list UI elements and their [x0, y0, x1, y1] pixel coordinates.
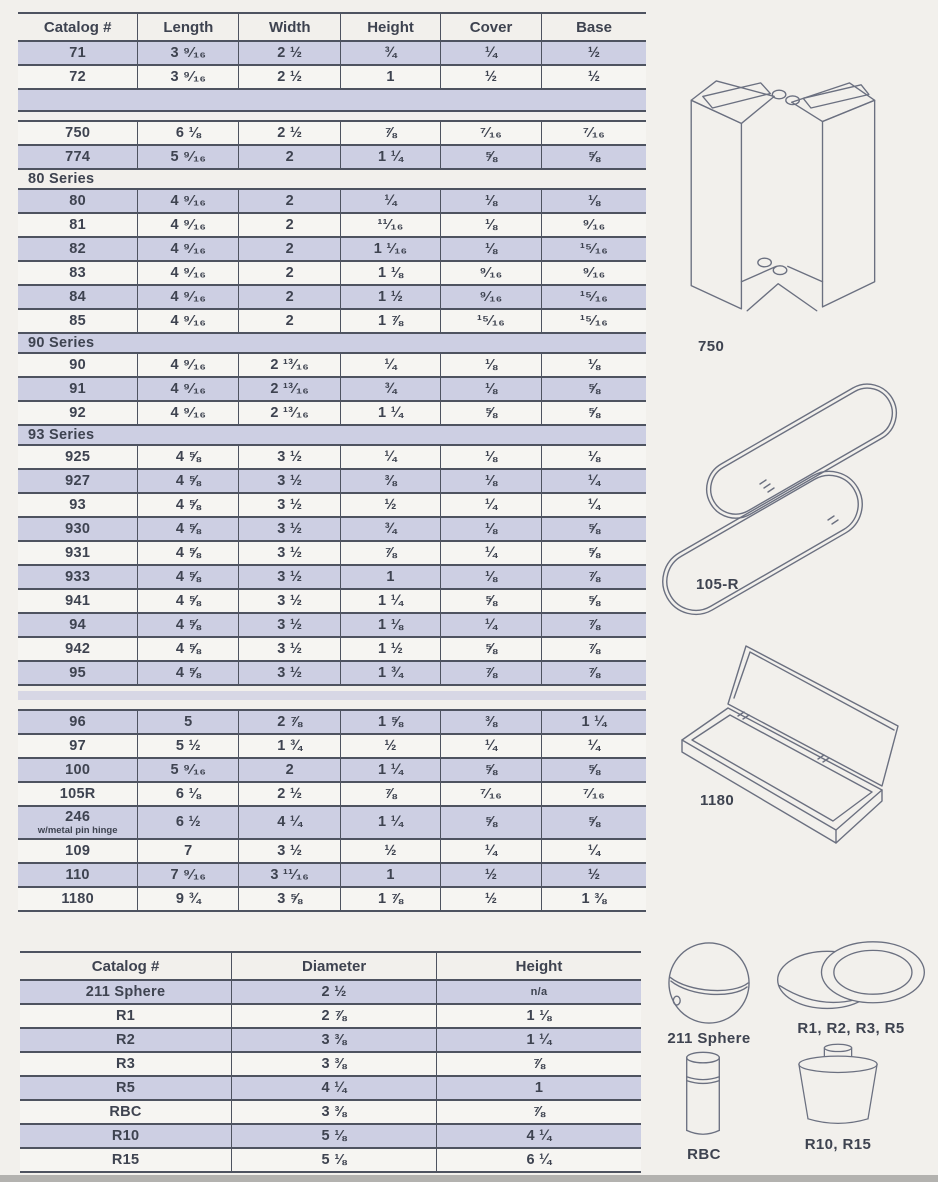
value-cell: ⅛	[440, 354, 541, 376]
value-cell: ¼	[541, 470, 646, 492]
value-cell: 1 ¼	[436, 1029, 641, 1051]
value-cell: 2	[238, 310, 340, 332]
value-cell: ⅛	[440, 214, 541, 236]
value-cell: ⅝	[541, 759, 646, 781]
value-cell: 4 ⅝	[137, 662, 238, 684]
value-cell: 3 ½	[238, 470, 340, 492]
series-section-row	[18, 170, 646, 190]
value-cell: ⅝	[541, 807, 646, 838]
table-row	[20, 1149, 641, 1173]
value-cell: 3 ½	[238, 494, 340, 516]
value-cell: 1 ¼	[340, 590, 440, 612]
catalog-cell: 109	[65, 842, 91, 859]
value-cell: 2	[238, 190, 340, 212]
figure-r10-r15	[788, 1042, 888, 1153]
value-cell: ½	[541, 42, 646, 64]
catalog-cell: 84	[69, 288, 87, 305]
value-cell: ⅛	[541, 190, 646, 212]
value-cell: ⅜	[340, 470, 440, 492]
round-case-drawing	[770, 938, 932, 1018]
catalog-cell: 100	[65, 761, 91, 778]
value-cell: 2 ⅞	[231, 1005, 436, 1027]
table-row	[18, 542, 646, 566]
value-cell: 9 ¾	[137, 888, 238, 910]
value-cell: ⅛	[440, 378, 541, 400]
value-cell: 2 ¹³⁄₁₆	[238, 402, 340, 424]
value-cell: 4 ⅝	[137, 446, 238, 468]
figure-1180-label: 1180	[700, 792, 735, 809]
value-cell: ¼	[440, 614, 541, 636]
value-cell: 2	[238, 214, 340, 236]
catalog-cell: 246 w/metal pin hinge	[37, 809, 118, 836]
catalog-cell: 85	[69, 312, 87, 329]
table-row	[18, 262, 646, 286]
value-cell: 3 ¹¹⁄₁₆	[238, 864, 340, 886]
value-cell: 1 ¼	[340, 146, 440, 168]
value-cell: 1	[340, 66, 440, 88]
value-cell: 1	[340, 864, 440, 886]
main-table-rows	[18, 42, 646, 912]
value-cell: 4 ⅝	[137, 590, 238, 612]
value-cell: ⁹⁄₁₆	[440, 262, 541, 284]
main-table-header	[18, 14, 646, 42]
value-cell: 5 ⅛	[231, 1125, 436, 1147]
catalog-cell: 93	[69, 496, 87, 513]
catalog-cell: 110	[65, 866, 90, 883]
canister-drawing	[788, 1042, 888, 1132]
table-row	[18, 566, 646, 590]
table-row	[18, 286, 646, 310]
value-cell: ⅛	[440, 446, 541, 468]
value-cell: 3 ½	[238, 566, 340, 588]
value-cell: ¼	[541, 494, 646, 516]
value-cell: ⅝	[440, 638, 541, 660]
value-cell: 3 ⅜	[231, 1029, 436, 1051]
table-row	[20, 1029, 641, 1053]
value-cell: 4 ⁹⁄₁₆	[137, 402, 238, 424]
value-cell: 6 ½	[137, 807, 238, 838]
table-row	[18, 518, 646, 542]
catalog-cell: 92	[69, 404, 87, 421]
series-section-row	[18, 334, 646, 354]
value-cell: ⅝	[541, 378, 646, 400]
catalog-cell: 95	[69, 664, 87, 681]
value-cell: 4 ⁹⁄₁₆	[137, 262, 238, 284]
value-cell: 2 ¹³⁄₁₆	[238, 354, 340, 376]
value-cell: 2 ½	[238, 66, 340, 88]
table-row	[18, 146, 646, 170]
value-cell: 3 ½	[238, 638, 340, 660]
value-cell: ¾	[340, 378, 440, 400]
case-750-drawing	[676, 52, 886, 332]
column-header: Catalog #	[43, 18, 112, 36]
column-header: Height	[340, 14, 440, 40]
value-cell: 2 ⅞	[238, 711, 340, 733]
value-cell: 7	[137, 840, 238, 862]
value-cell: 6 ¼	[436, 1149, 641, 1171]
value-cell: 4 ⁹⁄₁₆	[137, 238, 238, 260]
value-cell: ¹⁵⁄₁₆	[541, 238, 646, 260]
value-cell: ⅝	[440, 807, 541, 838]
table-row	[18, 470, 646, 494]
catalog-cell: 105R	[59, 785, 96, 802]
value-cell: ⅛	[440, 566, 541, 588]
value-cell: 1 ¼	[340, 402, 440, 424]
catalog-cell: 925	[65, 448, 91, 465]
value-cell: 2 ½	[238, 42, 340, 64]
table-row	[18, 494, 646, 518]
value-cell: 2	[238, 238, 340, 260]
catalog-cell: 750	[65, 124, 91, 141]
value-cell: n/a	[436, 981, 641, 1003]
value-cell: 3 ½	[238, 518, 340, 540]
catalog-cell: 82	[69, 240, 87, 257]
value-cell: ¼	[440, 840, 541, 862]
table-row	[20, 981, 641, 1005]
value-cell: 2 ½	[231, 981, 436, 1003]
value-cell: ⅛	[541, 354, 646, 376]
value-cell: 5 ½	[137, 735, 238, 757]
table-row	[18, 614, 646, 638]
value-cell: ½	[340, 494, 440, 516]
value-cell: ½	[340, 840, 440, 862]
figure-rbc-label: RBC	[687, 1146, 721, 1163]
value-cell: 1 ½	[340, 286, 440, 308]
catalog-cell: R1	[115, 1007, 136, 1024]
value-cell: ⁷⁄₁₆	[440, 122, 541, 144]
table-row	[20, 1077, 641, 1101]
value-cell: 1 ¹⁄₁₆	[340, 238, 440, 260]
value-cell: ⁷⁄₁₆	[541, 783, 646, 805]
value-cell: ⅛	[440, 190, 541, 212]
value-cell: 3 ⁹⁄₁₆	[137, 42, 238, 64]
value-cell: 1 ¼	[340, 759, 440, 781]
catalog-cell: 942	[65, 640, 91, 657]
value-cell: ½	[440, 864, 541, 886]
value-cell: 4 ⁹⁄₁₆	[137, 286, 238, 308]
value-cell: ⅝	[541, 518, 646, 540]
value-cell: 4 ¼	[436, 1125, 641, 1147]
catalog-cell: 931	[65, 544, 91, 561]
value-cell: ¼	[541, 840, 646, 862]
value-cell: ⅞	[541, 614, 646, 636]
value-cell: ¼	[440, 42, 541, 64]
value-cell: 1 ⅞	[340, 310, 440, 332]
spacer-band-strip	[18, 691, 646, 700]
value-cell: ½	[440, 66, 541, 88]
round-table-header	[20, 953, 641, 981]
value-cell: 4 ⅝	[137, 470, 238, 492]
value-cell: ¼	[541, 735, 646, 757]
value-cell: 4 ⅝	[137, 638, 238, 660]
value-cell: ¼	[440, 735, 541, 757]
catalog-cell: 72	[69, 68, 87, 85]
value-cell: 3 ⅜	[231, 1053, 436, 1075]
value-cell: ⁷⁄₁₆	[440, 783, 541, 805]
catalog-cell: 94	[69, 616, 87, 633]
table-row	[18, 446, 646, 470]
value-cell: ¼	[440, 494, 541, 516]
catalog-cell: 930	[65, 520, 91, 537]
value-cell: 3 ½	[238, 614, 340, 636]
value-cell: ⅝	[440, 759, 541, 781]
value-cell: ⅝	[541, 146, 646, 168]
table-row	[18, 238, 646, 262]
value-cell: 1 ¼	[541, 711, 646, 733]
figure-1180	[672, 640, 912, 875]
spacer-band	[18, 90, 646, 112]
value-cell: 3 ⅜	[231, 1101, 436, 1123]
value-cell: 4 ⁹⁄₁₆	[137, 190, 238, 212]
value-cell: ⅛	[440, 518, 541, 540]
value-cell: 1 ¾	[340, 662, 440, 684]
spacer-band	[18, 691, 646, 711]
round-cases-table	[20, 951, 641, 1173]
catalog-cell: R5	[115, 1079, 136, 1096]
table-row	[20, 1101, 641, 1125]
catalog-cell: R15	[111, 1151, 140, 1168]
table-row	[20, 1005, 641, 1029]
value-cell: 1 ⅜	[541, 888, 646, 910]
catalog-cell: 80	[69, 192, 87, 209]
value-cell: ¹¹⁄₁₆	[340, 214, 440, 236]
value-cell: 5 ⁹⁄₁₆	[137, 759, 238, 781]
value-cell: ⅛	[440, 238, 541, 260]
series-label: 80 Series	[28, 171, 95, 187]
value-cell: 4 ⅝	[137, 494, 238, 516]
series-label: 90 Series	[28, 335, 95, 351]
value-cell: ⅛	[440, 470, 541, 492]
catalog-cell: 96	[69, 713, 87, 730]
catalog-cell: 933	[65, 568, 91, 585]
value-cell: ⅝	[440, 146, 541, 168]
table-row	[18, 807, 646, 840]
value-cell: ¼	[340, 190, 440, 212]
table-row	[18, 711, 646, 735]
value-cell: 3 ⅝	[238, 888, 340, 910]
value-cell: ⅞	[541, 566, 646, 588]
table-row	[18, 214, 646, 238]
figure-r-group-label: R1, R2, R3, R5	[797, 1020, 905, 1037]
column-header: Base	[541, 14, 646, 40]
catalog-cell: 71	[69, 44, 87, 61]
catalog-cell: R2	[115, 1031, 136, 1048]
value-cell: ⁹⁄₁₆	[440, 286, 541, 308]
catalog-cell: 1180	[61, 890, 94, 907]
value-cell: 1 ⅛	[436, 1005, 641, 1027]
sphere-drawing	[650, 942, 768, 1026]
table-row	[18, 783, 646, 807]
value-cell: 2 ¹³⁄₁₆	[238, 378, 340, 400]
value-cell: ⅞	[541, 662, 646, 684]
catalog-cell: 211 Sphere	[85, 983, 166, 1000]
value-cell: 3 ½	[238, 590, 340, 612]
figure-750-label: 750	[698, 338, 725, 355]
table-row	[18, 840, 646, 864]
value-cell: 2 ½	[238, 783, 340, 805]
column-header: Catalog #	[91, 957, 160, 975]
value-cell: ⅜	[440, 711, 541, 733]
value-cell: ¹⁵⁄₁₆	[440, 310, 541, 332]
value-cell: ¾	[340, 518, 440, 540]
table-row	[18, 402, 646, 426]
column-header: Cover	[440, 14, 541, 40]
case-1180-drawing	[672, 640, 912, 875]
value-cell: 2	[238, 759, 340, 781]
table-row	[18, 378, 646, 402]
table-row	[18, 735, 646, 759]
value-cell: ½	[440, 888, 541, 910]
figure-105r-label: 105-R	[696, 576, 739, 593]
round-table-rows	[20, 981, 641, 1173]
value-cell: ½	[541, 864, 646, 886]
value-cell: ⁹⁄₁₆	[541, 214, 646, 236]
series-label: 93 Series	[28, 427, 95, 443]
figure-750	[676, 52, 886, 355]
table-row	[18, 42, 646, 66]
value-cell: ½	[541, 66, 646, 88]
value-cell: 4 ⁹⁄₁₆	[137, 310, 238, 332]
catalog-cell: 927	[65, 472, 91, 489]
value-cell: ⅞	[340, 542, 440, 564]
table-row	[18, 759, 646, 783]
catalog-cell: 97	[69, 737, 87, 754]
value-cell: ⅝	[541, 590, 646, 612]
table-row	[18, 638, 646, 662]
value-cell: 1 ⅛	[340, 262, 440, 284]
value-cell: ⅞	[436, 1101, 641, 1123]
value-cell: ¼	[340, 446, 440, 468]
figure-211-sphere	[650, 942, 768, 1047]
value-cell: ¹⁵⁄₁₆	[541, 286, 646, 308]
page-bottom-edge	[0, 1175, 938, 1182]
value-cell: 3 ⁹⁄₁₆	[137, 66, 238, 88]
column-header: Height	[436, 953, 641, 979]
value-cell: 1	[340, 566, 440, 588]
catalog-cell: R10	[111, 1127, 140, 1144]
value-cell: ⅝	[541, 402, 646, 424]
main-dimensions-table	[18, 12, 646, 912]
table-row	[18, 888, 646, 912]
value-cell: 4 ⅝	[137, 518, 238, 540]
value-cell: ⅞	[340, 783, 440, 805]
column-header: Length	[137, 14, 238, 40]
value-cell: ¼	[440, 542, 541, 564]
value-cell: 1 ⅞	[340, 888, 440, 910]
value-cell: 4 ¼	[238, 807, 340, 838]
value-cell: 4 ⅝	[137, 614, 238, 636]
value-cell: ⁷⁄₁₆	[541, 122, 646, 144]
spacer-gap	[18, 112, 646, 122]
value-cell: ⅞	[541, 638, 646, 660]
value-cell: 2	[238, 146, 340, 168]
value-cell: 3 ½	[238, 542, 340, 564]
column-header: Diameter	[231, 953, 436, 979]
value-cell: 4 ⅝	[137, 566, 238, 588]
value-cell: ⅝	[541, 542, 646, 564]
table-row	[18, 190, 646, 214]
catalog-cell: 91	[69, 380, 87, 397]
table-row	[18, 122, 646, 146]
value-cell: 1	[436, 1077, 641, 1099]
catalog-cell: 90	[69, 356, 87, 373]
value-cell: 1 ¾	[238, 735, 340, 757]
value-cell: 1 ½	[340, 638, 440, 660]
value-cell: 2	[238, 286, 340, 308]
figure-r-group	[770, 938, 932, 1037]
catalog-cell: 941	[65, 592, 91, 609]
figure-rbc	[678, 1048, 730, 1163]
value-cell: 2	[238, 262, 340, 284]
value-cell: 1 ⅝	[340, 711, 440, 733]
value-cell: ⅛	[541, 446, 646, 468]
value-cell: 1 ⅛	[340, 614, 440, 636]
value-cell: ⁹⁄₁₆	[541, 262, 646, 284]
value-cell: ½	[340, 735, 440, 757]
series-section-row	[18, 426, 646, 446]
catalog-cell: 81	[69, 216, 87, 233]
figure-sphere-label: 211 Sphere	[667, 1030, 751, 1047]
catalog-cell: RBC	[109, 1103, 142, 1120]
value-cell: 1 ¼	[340, 807, 440, 838]
value-cell: ⅞	[436, 1053, 641, 1075]
figure-105r	[652, 372, 914, 622]
figure-r10-label: R10, R15	[804, 1136, 872, 1153]
catalog-cell: 774	[65, 148, 91, 165]
table-row	[18, 590, 646, 614]
column-header: Width	[238, 14, 340, 40]
value-cell: 5 ⅛	[231, 1149, 436, 1171]
value-cell: 4 ⁹⁄₁₆	[137, 354, 238, 376]
value-cell: 4 ⅝	[137, 542, 238, 564]
table-row	[18, 310, 646, 334]
value-cell: ⅞	[340, 122, 440, 144]
table-row	[18, 662, 646, 686]
case-105r-drawing	[652, 372, 914, 622]
value-cell: 5	[137, 711, 238, 733]
value-cell: 3 ½	[238, 662, 340, 684]
table-row	[18, 354, 646, 378]
value-cell: ¹⁵⁄₁₆	[541, 310, 646, 332]
catalog-cell: 83	[69, 264, 87, 281]
value-cell: 2 ½	[238, 122, 340, 144]
value-cell: ⅝	[440, 402, 541, 424]
value-cell: ⅞	[440, 662, 541, 684]
value-cell: ⅝	[440, 590, 541, 612]
value-cell: 3 ½	[238, 446, 340, 468]
value-cell: ¼	[340, 354, 440, 376]
table-row	[20, 1053, 641, 1077]
table-row	[18, 66, 646, 90]
value-cell: 4 ⁹⁄₁₆	[137, 214, 238, 236]
value-cell: 4 ¼	[231, 1077, 436, 1099]
value-cell: 6 ⅛	[137, 122, 238, 144]
table-row	[20, 1125, 641, 1149]
value-cell: ¾	[340, 42, 440, 64]
value-cell: 6 ⅛	[137, 783, 238, 805]
table-row	[18, 864, 646, 888]
catalog-cell: R3	[115, 1055, 136, 1072]
value-cell: 4 ⁹⁄₁₆	[137, 378, 238, 400]
rbc-drawing	[678, 1048, 728, 1140]
value-cell: 7 ⁹⁄₁₆	[137, 864, 238, 886]
value-cell: 5 ⁹⁄₁₆	[137, 146, 238, 168]
value-cell: 3 ½	[238, 840, 340, 862]
